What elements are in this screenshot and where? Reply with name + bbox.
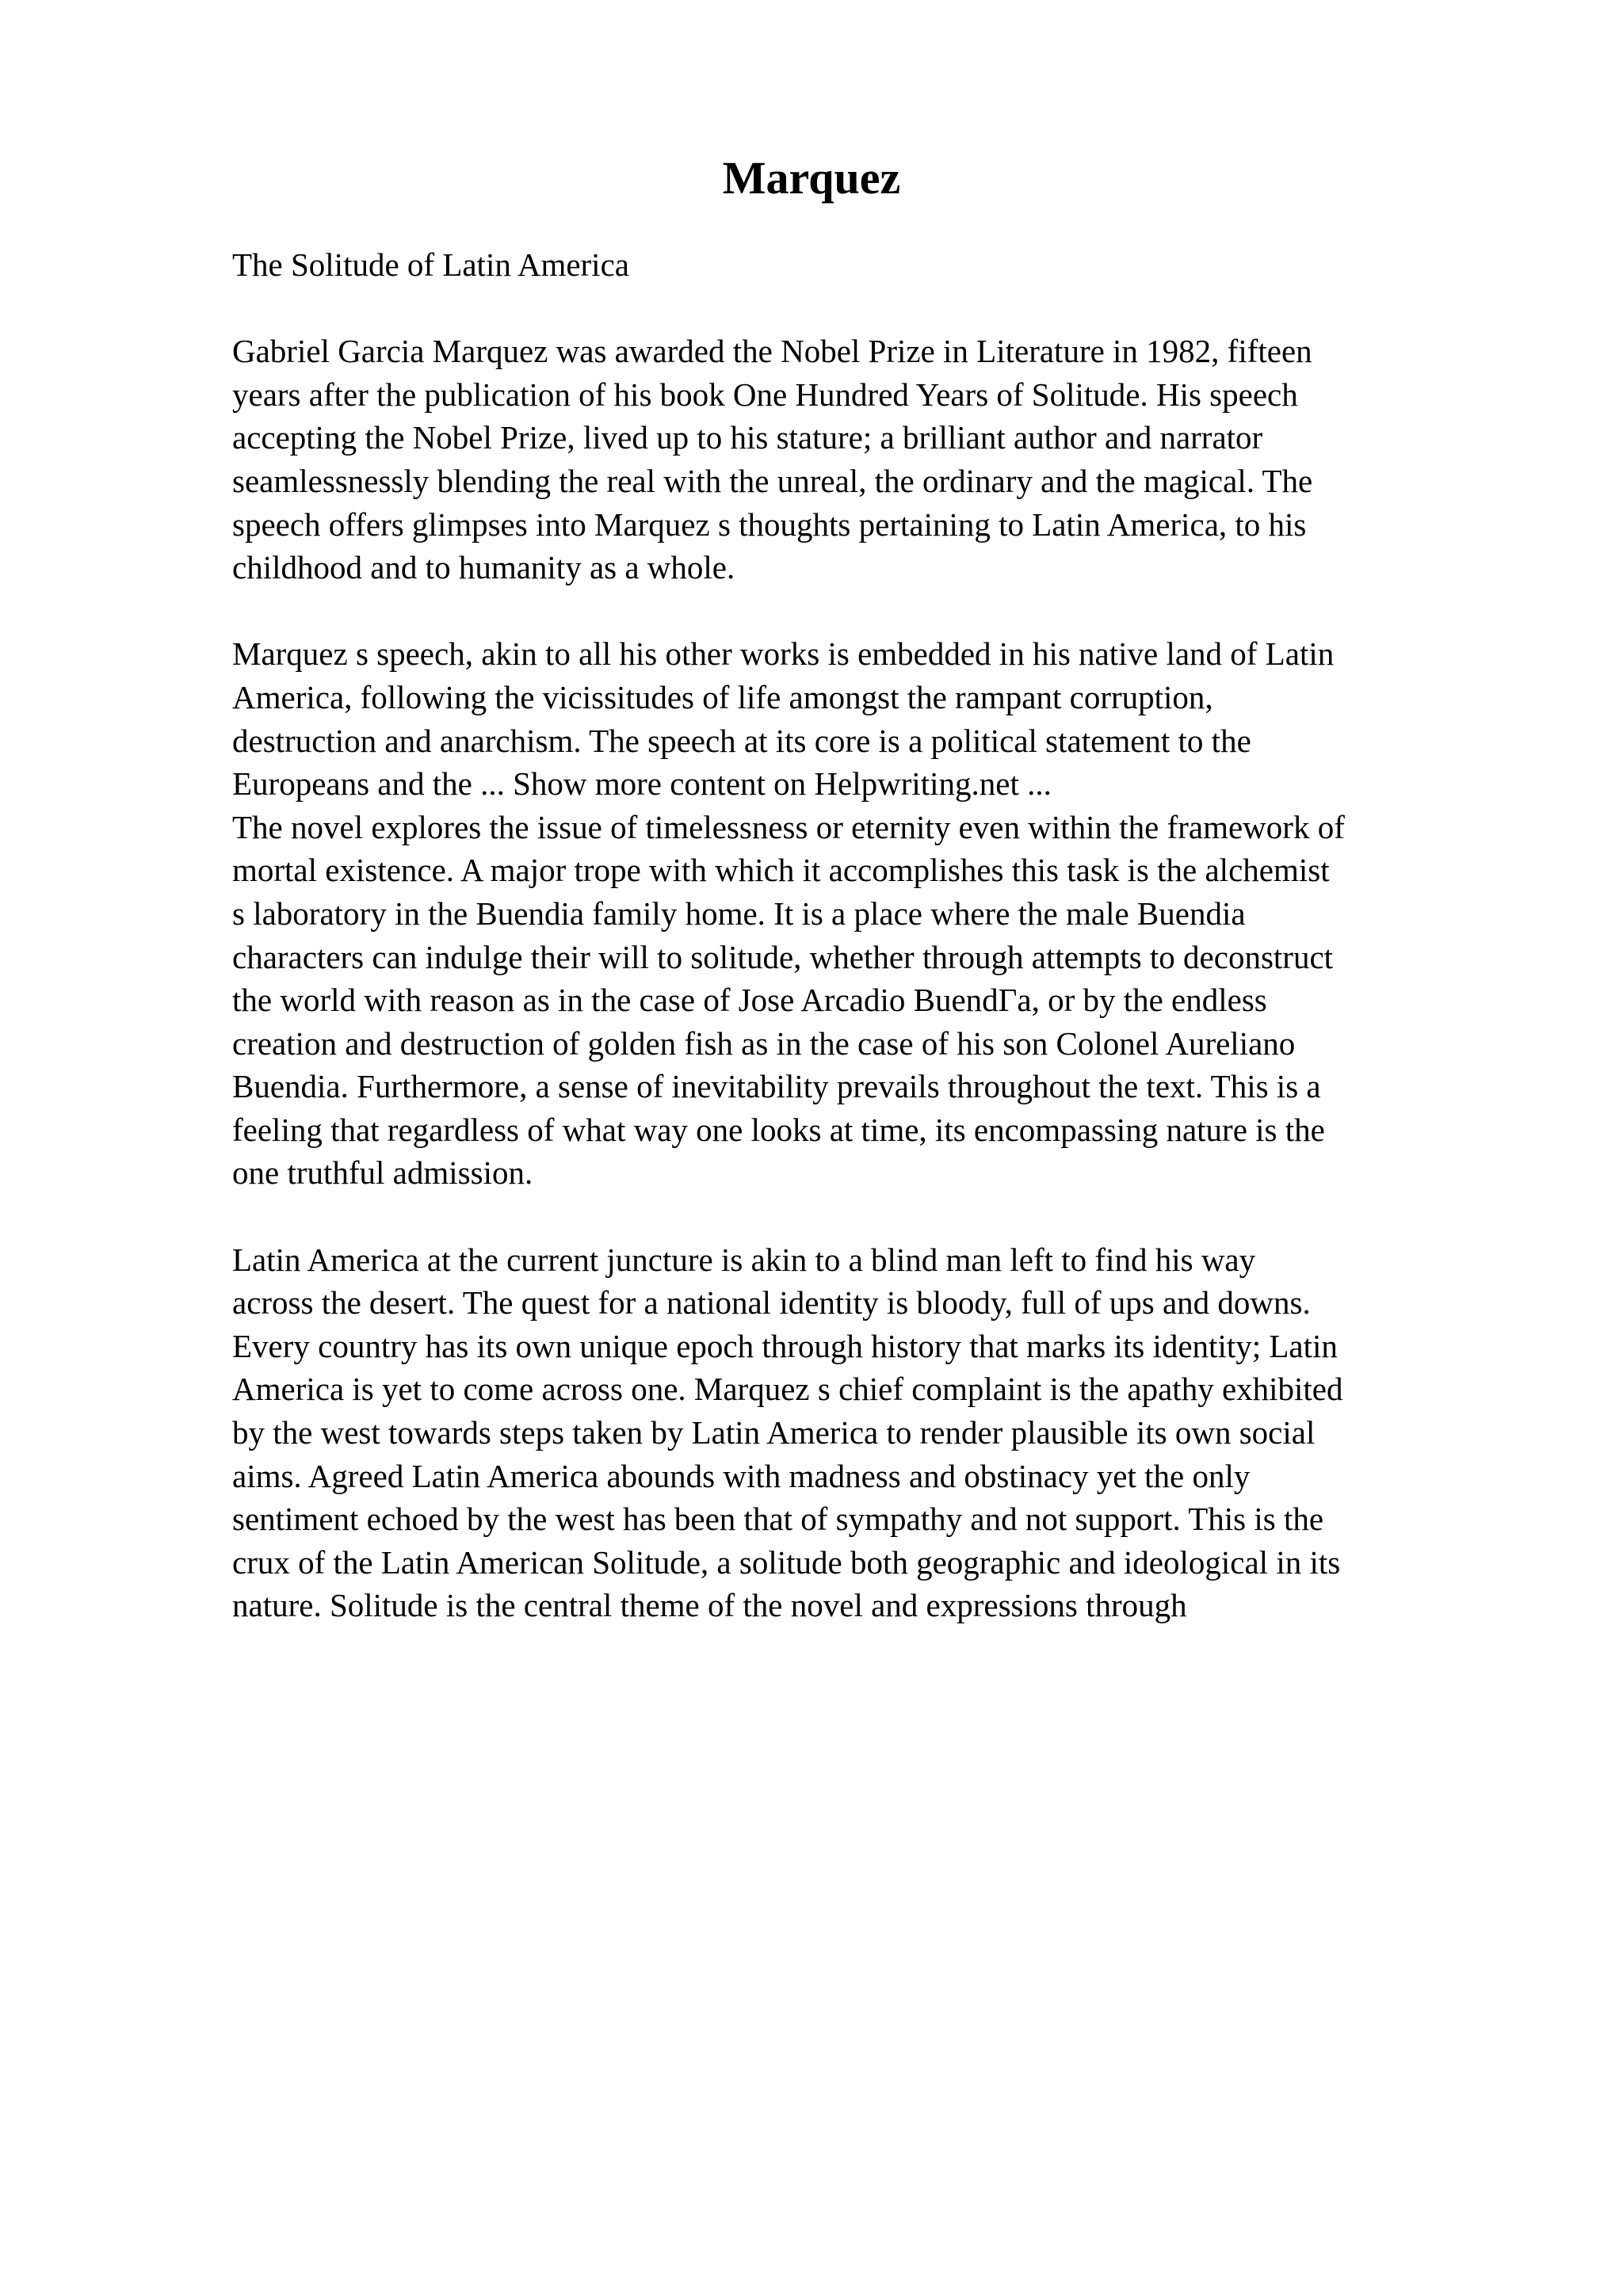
paragraph-latin-america: Latin America at the current juncture is akin to a blind man left to find his way across the desert. The quest for a national identity is bloody, full of ups and downs. Every country has its own unique epoch through history that marks its identity; Latin America is yet to come across one. Marquez s chief complaint is the apathy exhibited by the west towards steps taken by Latin America to render plausible its own social aims. Agreed Latin America abounds with madness and obstinacy yet the only sentiment echoed by the west has been that of sympathy and not support. This is the crux of the Latin American Solitude, a solitude both geographic and ideological in its nature. Solitude is the central theme of the novel and expressions through (232, 1241, 1343, 1624)
paragraph-nobel-prize: Gabriel Garcia Marquez was awarded the Nobel Prize in Literature in 1982, fifteen years after the publication of his book One Hundred Years of Solitude. His speech accepting the Nobel Prize, lived up to his stature; a brilliant author and narrator seamlessnessly blending the real with the unreal, the ordinary and the magical. The speech offers glimpses into Marquez s thoughts pertaining to Latin America, to his childhood and to humanity as a whole. (232, 333, 1313, 586)
document-subtitle: The Solitude of Latin America (232, 246, 629, 283)
document-body (232, 243, 1516, 1627)
paragraph-speech: Marquez s speech, akin to all his other works is embedded in his native land of Latin America, following the vicissitudes of life amongst the rampant corruption, destruction and anarchism. The speech at its core is a political statement to the Europeans and the ... Show more content on Helpwriting.net ... (232, 635, 1335, 803)
document-title: Marquez (722, 152, 901, 204)
paragraph-novel-timelessness: The novel explores the issue of timelessness or eternity even within the framework of mortal existence. A major trope with which it accomplishes this task is the alchemist s laboratory in the Buendia family home. It is a place where the male Buendia characters can indulge their will to solitude, whether through attempts to deconstruct the world with reason as in the case of Jose Arcadio BuendГa, or by the endless creation and destruction of golden fish as in the case of his son Colonel Aureliano Buendia. Furthermore, a sense of inevitability prevails throughout the text. This is a feeling that regardless of what way one looks at time, its encompassing nature is the one truthful admission. (232, 808, 1345, 1192)
